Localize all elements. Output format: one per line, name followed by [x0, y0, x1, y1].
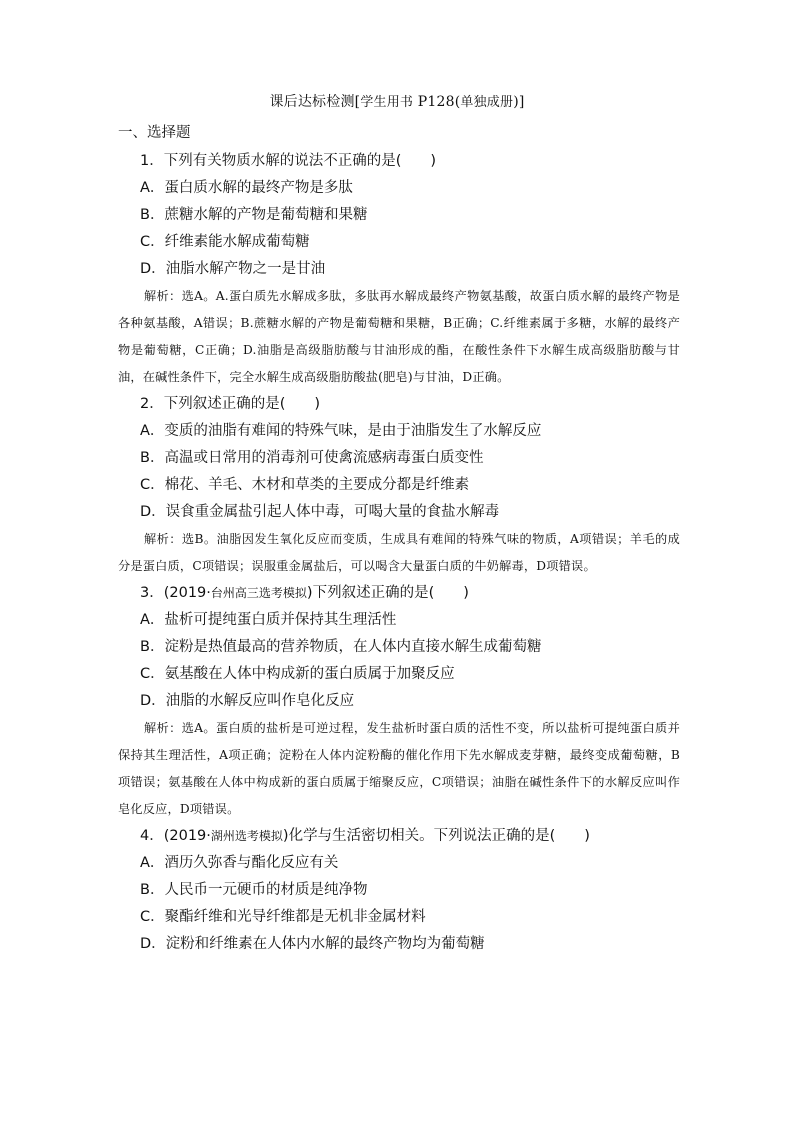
- question-text: 下列叙述正确的是( ): [163, 396, 321, 412]
- question-2-option-c: C．棉花、羊毛、木材和草类的主要成分都是纤维素: [140, 477, 470, 493]
- question-2-stem: [118, 391, 680, 418]
- question-1-option-d: D．油脂水解产物之一是甘油: [140, 261, 326, 277]
- question-3-stem: [118, 580, 680, 607]
- question-number: 1．: [140, 153, 164, 169]
- question-3-option-b: B．淀粉是热值最高的营养物质，在人体内直接水解生成葡萄糖: [140, 639, 542, 655]
- question-source: 湖州选考模拟: [210, 829, 283, 843]
- question-2-explanation: 解析：选B。油脂因发生氧化反应而变质，生成具有难闻的特殊气味的物质，A项错误；羊毛的成分是蛋白质，C项错误；误服重金属盐后，可以喝含大量蛋白质的牛奶解毒，D项错误。: [118, 532, 680, 573]
- question-number: 2．: [140, 396, 164, 412]
- question-2-option-a: A．变质的油脂有难闻的特殊气味，是由于油脂发生了水解反应: [140, 423, 542, 439]
- title-end: )]: [513, 94, 525, 110]
- question-1-option-b: B．蔗糖水解的产物是葡萄糖和果糖: [140, 207, 368, 223]
- question-1-option-a: A．蛋白质水解的最终产物是多肽: [140, 180, 353, 196]
- question-text: )下列叙述正确的是( ): [306, 585, 469, 601]
- question-4-option-a: A．酒历久弥香与酯化反应有关: [140, 855, 339, 871]
- title-small: 学生用书: [360, 95, 414, 110]
- question-2-option-d: D．误食重金属盐引起人体中毒，可喝大量的食盐水解毒: [140, 504, 500, 520]
- question-4-option-b: B．人民币一元硬币的材质是纯净物: [140, 882, 368, 898]
- question-text: )化学与生活密切相关。下列说法正确的是( ): [282, 828, 590, 844]
- content: [118, 120, 680, 958]
- question-2-option-b: B．高温或日常用的消毒剂可使禽流感病毒蛋白质变性: [140, 450, 484, 466]
- title-page: P128(: [413, 94, 461, 110]
- question-number: 4．(2019·: [140, 828, 211, 844]
- question-number: 3．(2019·: [140, 585, 211, 601]
- question-3-option-a: A．盐析可提纯蛋白质并保持其生理活性: [140, 612, 397, 628]
- question-3-option-c: C．氨基酸在人体中构成新的蛋白质属于加聚反应: [140, 666, 455, 682]
- title-main: 课后达标检测[: [269, 94, 361, 110]
- page-title: [0, 92, 794, 113]
- question-1-explanation: 解析：选A。A.蛋白质先水解成多肽，多肽再水解成最终产物氨基酸，故蛋白质水解的最终产物是各种氨基酸，A错误；B.蔗糖水解的产物是葡萄糖和果糖，B正确；C.纤维素属于多糖，水解的最终产物是葡萄糖，C正确；D.油脂是高级脂肪酸与甘油形成的酯，在酸性条件下水解生成高级脂肪酸与甘油，在碱性条件下，完全水解生成高级脂肪酸盐(肥皂)与甘油，D正确。: [118, 289, 680, 384]
- question-3-explanation: 解析：选A。蛋白质的盐析是可逆过程，发生盐析时蛋白质的活性不变，所以盐析可提纯蛋白质并保持其生理活性，A项正确；淀粉在人体内淀粉酶的催化作用下先水解成麦芽糖，最终变成葡萄糖，B项错误；氨基酸在人体中构成新的蛋白质属于缩聚反应，C项错误；油脂在碱性条件下的水解反应叫作皂化反应，D项错误。: [118, 721, 680, 816]
- question-1-option-c: C．纤维素能水解成葡萄糖: [140, 234, 310, 250]
- question-4-option-d: D．淀粉和纤维素在人体内水解的最终产物均为葡萄糖: [140, 936, 485, 952]
- question-text: 下列有关物质水解的说法不正确的是( ): [163, 153, 437, 169]
- question-4-stem: [118, 823, 680, 850]
- question-4-option-c: C．聚酯纤维和光导纤维都是无机非金属材料: [140, 909, 426, 925]
- title-small-2: 单独成册: [460, 95, 514, 110]
- question-source: 台州高三选考模拟: [210, 586, 307, 600]
- section-title: 一、选择题: [118, 125, 191, 141]
- question-3-option-d: D．油脂的水解反应叫作皂化反应: [140, 693, 355, 709]
- question-1-stem: [118, 148, 680, 175]
